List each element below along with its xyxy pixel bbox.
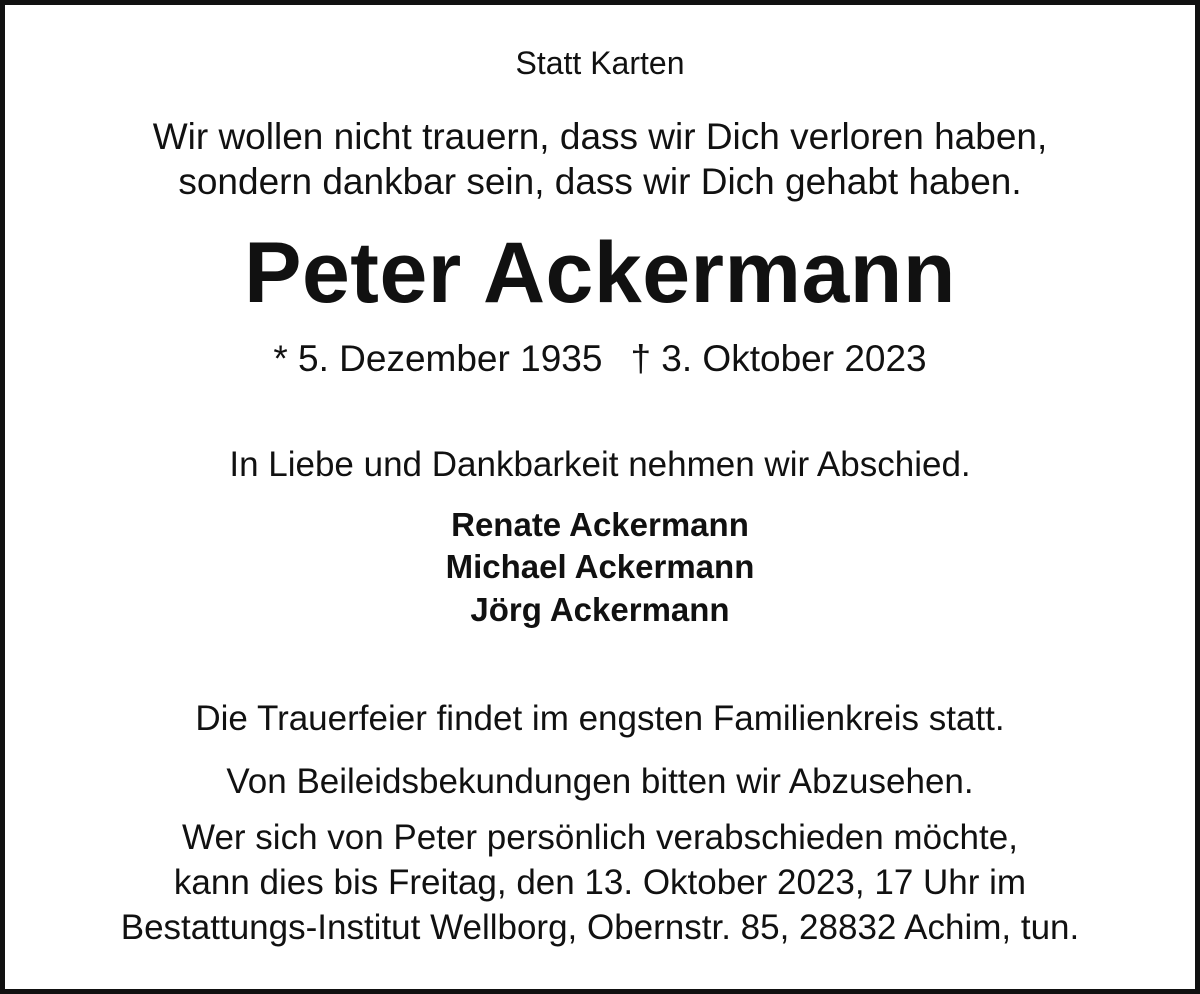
quote-line-2: sondern dankbar sein, dass wir Dich gehabt haben. <box>178 161 1022 202</box>
deceased-name: Peter Ackermann <box>244 225 956 321</box>
death-date: † 3. Oktober 2023 <box>630 338 927 379</box>
visit-line-1: Wer sich von Peter persönlich verabschieden möchte, <box>182 818 1018 857</box>
funeral-note: Die Trauerfeier findet im engsten Familienkreis statt. <box>195 699 1005 738</box>
mourner-name: Jörg Ackermann <box>470 591 730 628</box>
mourner-name: Michael Ackermann <box>445 548 755 585</box>
visit-line-2: kann dies bis Freitag, den 13. Oktober 2023, 17 Uhr im <box>173 863 1027 902</box>
quote-line-1: Wir wollen nicht trauern, dass wir Dich verloren haben, <box>152 116 1048 157</box>
birth-date: * 5. Dezember 1935 <box>273 338 603 379</box>
farewell-text: In Liebe und Dankbarkeit nehmen wir Abschied. <box>229 445 971 484</box>
mourner-name: Renate Ackermann <box>451 506 749 543</box>
life-dates <box>0 340 1200 377</box>
notice-header: Statt Karten <box>515 45 685 81</box>
visit-line-3: Bestattungs-Institut Wellborg, Obernstr. 85, 28832 Achim, tun. <box>120 908 1080 947</box>
condolence-note: Von Beileidsbekundungen bitten wir Abzusehen. <box>226 762 974 801</box>
